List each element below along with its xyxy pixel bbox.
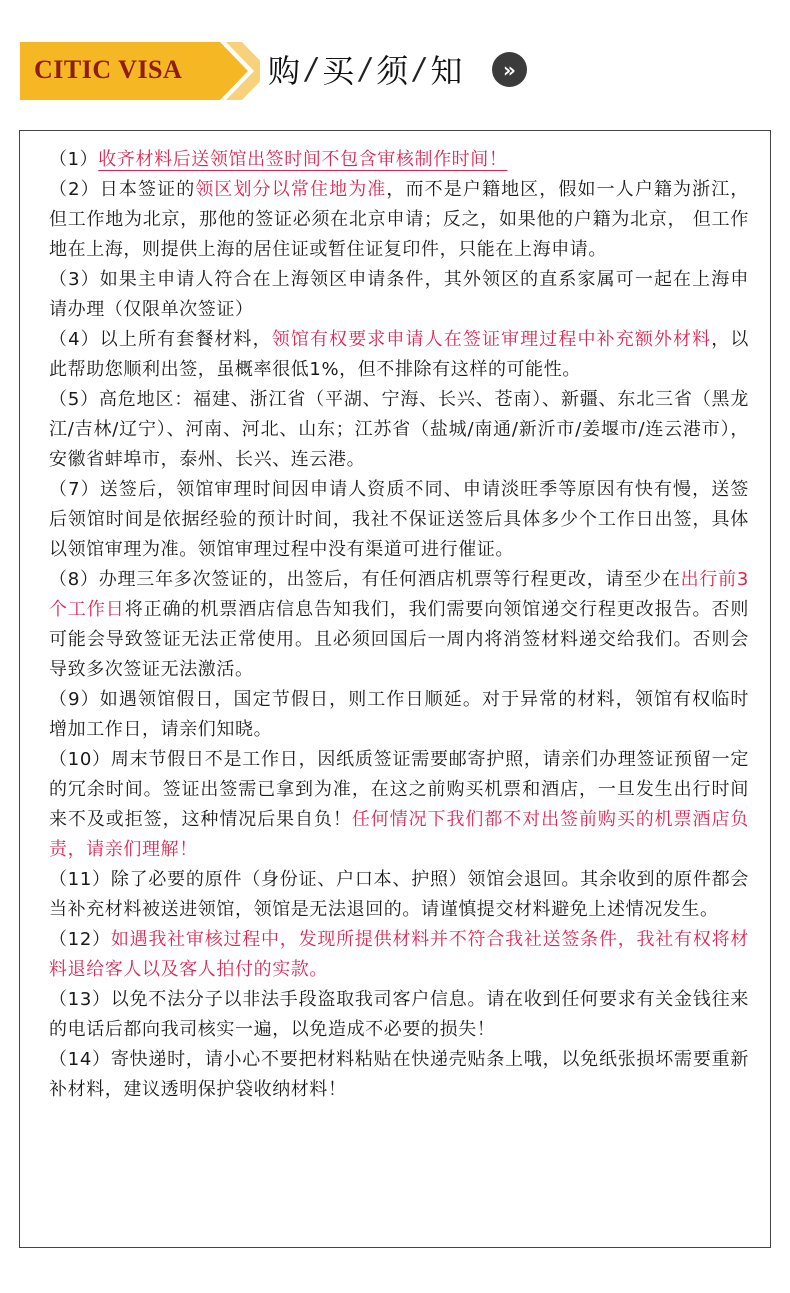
note-10 — [49, 745, 749, 865]
title-separator: / — [302, 51, 320, 87]
note-number: （10） — [49, 749, 111, 770]
title-separator: / — [411, 51, 428, 87]
note-11 — [49, 865, 749, 925]
page-title — [268, 46, 462, 92]
note-12 — [49, 925, 749, 985]
note-number: （2） — [49, 179, 100, 200]
title-char: 购 — [268, 52, 301, 90]
note-highlight: 如遇我社审核过程中，发现所提供材料并不符合我社送签条件，我社有权将材料退给客人以及客人拍付的实款。 — [49, 929, 749, 980]
note-highlight: 出行前3个工作日 — [49, 569, 749, 620]
title-char: 须 — [376, 52, 409, 90]
note-number: （3） — [49, 269, 100, 290]
note-number: （9） — [49, 689, 100, 710]
note-number: （12） — [49, 929, 111, 950]
note-number: （8） — [49, 569, 99, 590]
note-14 — [49, 1045, 749, 1105]
note-highlight: 任何情况下我们都不对出签前购买的机票酒店负责，请亲们理解！ — [49, 809, 749, 860]
note-highlight: 领馆有权要求申请人在签证审理过程中补充额外材料 — [271, 329, 712, 350]
notice-list — [49, 145, 749, 1105]
brand-logo-text: CITIC VISA — [34, 55, 183, 84]
note-text: ，而不是户籍地区，假如一人户籍为浙江，但工作地为北京，那他的签证必须在北京申请；反之，如果他的户籍为北京， 但工作地在上海，则提供上海的居住证或暂住证复印件，只能在上海申请。 — [49, 179, 749, 260]
note-text: 办理三年多次签证的，出签后，有任何酒店机票等行程更改，请至少在 — [98, 569, 681, 590]
note-text: 高危地区：福建、浙江省（平湖、宁海、长兴、苍南）、新疆、东北三省（黑龙江/吉林/辽宁）、河南、河北、山东；江苏省（盐城/南通/新沂市/姜堰市/连云港市），安徽省蚌埠市，泰州、长兴、连云港。 — [49, 389, 749, 470]
note-text: 周末节假日不是工作日，因纸质签证需要邮寄护照，请亲们办理签证预留一定的冗余时间。签证出签需已拿到为准，在这之前购买机票和酒店，一旦发生出行时间来不及或拒签，这种情况后果自负！ — [49, 749, 749, 830]
double-chevron-right-icon[interactable]: » — [492, 52, 527, 87]
note-text: 日本签证的 — [99, 179, 196, 200]
note-number: （4） — [49, 329, 100, 350]
note-text: 送签后，领馆审理时间因申请人资质不同、申请淡旺季等原因有快有慢，送签后领馆时间是依据经验的预计时间，我社不保证送签后具体多少个工作日出签，具体以领馆审理为准。领馆审理过程中没有渠道可进行催证。 — [49, 479, 749, 560]
note-number: （11） — [49, 869, 111, 890]
note-3 — [49, 265, 749, 325]
note-text: 以上所有套餐材料， — [99, 329, 272, 350]
note-1 — [49, 145, 749, 175]
brand-banner — [20, 42, 260, 100]
note-13 — [49, 985, 749, 1045]
note-2 — [49, 175, 749, 265]
title-char: 买 — [322, 52, 355, 90]
note-number: （14） — [49, 1049, 111, 1070]
note-number: （1） — [49, 149, 99, 170]
note-4 — [49, 325, 749, 385]
note-text: ，以此帮助您顺利出签，虽概率很低1%，但不排除有这样的可能性。 — [49, 329, 749, 380]
note-text: 如遇领馆假日，国定节假日，则工作日顺延。对于异常的材料，领馆有权临时增加工作日，请亲们知晓。 — [49, 689, 749, 740]
title-separator: / — [357, 51, 374, 87]
note-number: （7） — [49, 479, 100, 500]
note-8 — [49, 565, 749, 685]
note-7 — [49, 475, 749, 565]
note-highlight: 领区划分以常住地为准 — [195, 179, 387, 200]
note-text: 寄快递时，请小心不要把材料粘贴在快递壳贴条上哦，以免纸张损坏需要重新补材料，建议透明保护袋收纳材料！ — [49, 1049, 749, 1100]
note-highlight: 收齐材料后送领馆出签时间不包含审核制作时间！ — [98, 149, 508, 170]
note-text: 除了必要的原件（身份证、户口本、护照）领馆会退回。其余收到的原件都会当补充材料被送进领馆，领馆是无法退回的。请谨慎提交材料避免上述情况发生。 — [49, 869, 749, 920]
note-text: 如果主申请人符合在上海领区申请条件，其外领区的直系家属可一起在上海申请办理（仅限单次签证） — [49, 269, 749, 320]
note-number: （13） — [49, 989, 111, 1010]
note-number: （5） — [49, 389, 99, 410]
title-char: 知 — [430, 52, 463, 90]
note-text: 以免不法分子以非法手段盗取我司客户信息。请在收到任何要求有关金钱往来的电话后都向我司核实一遍，以免造成不必要的损失！ — [49, 989, 749, 1040]
note-9 — [49, 685, 749, 745]
note-text: 将正确的机票酒店信息告知我们，我们需要向领馆递交行程更改报告。否则可能会导致签证无法正常使用。且必须回国后一周内将消签材料递交给我们。否则会导致多次签证无法激活。 — [49, 599, 750, 680]
note-5 — [49, 385, 749, 475]
